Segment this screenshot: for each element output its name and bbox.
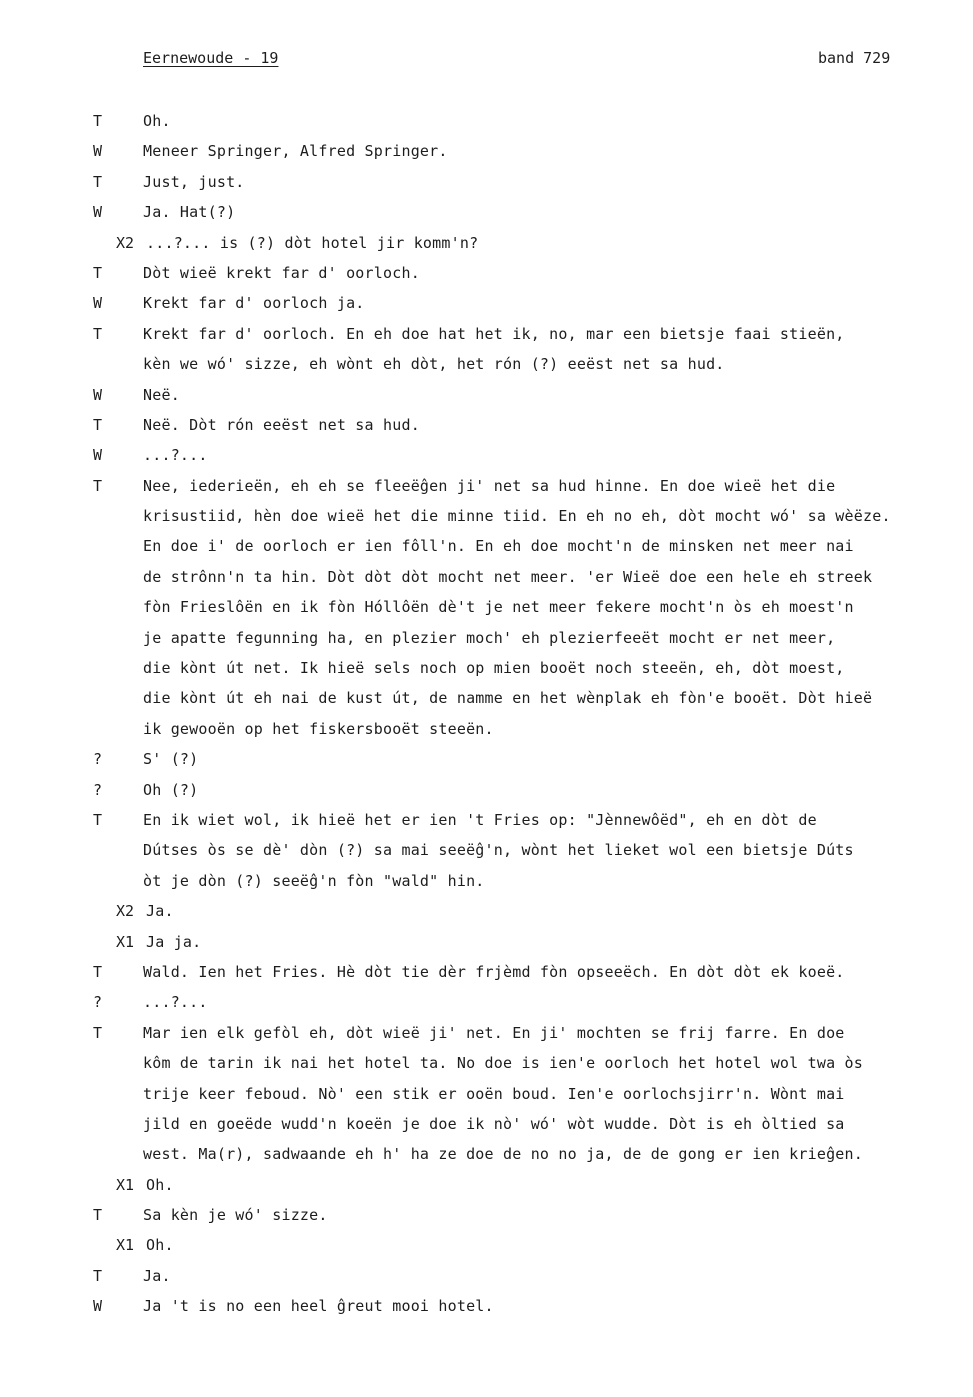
transcript-turn: [0, 440, 973, 470]
transcript-turn: [0, 136, 973, 166]
transcript-turn: [0, 410, 973, 440]
utterance: [143, 167, 963, 197]
utterance-line: je apatte fegunning ha, en plezier moch' eh plezierfeeët mocht er net meer,: [143, 628, 836, 647]
utterance-line: Sa kèn je wó' sizze.: [143, 1206, 328, 1225]
utterance-line: Krekt far d' oorloch ja.: [143, 294, 365, 313]
utterance-line: kôm de tarin ik nai het hotel ta. No doe is ien'e oorloch het hotel wol twa òs: [143, 1054, 863, 1073]
speaker-label: X1: [116, 1175, 135, 1194]
speaker-label: ?: [93, 750, 103, 769]
speaker-label: T: [93, 1023, 103, 1042]
utterance-line: Krekt far d' oorloch. En eh doe hat het ik, no, mar een bietsje faai stieën,: [143, 324, 845, 343]
utterance: [146, 1230, 966, 1260]
transcript-turn: [0, 319, 973, 380]
transcript-turn: [0, 1261, 973, 1291]
transcript-turn: [0, 471, 973, 745]
speaker-label: T: [93, 112, 103, 130]
utterance-line: ...?... is (?) dòt hotel jir komm'n?: [146, 233, 479, 252]
speaker-label: W: [93, 294, 103, 313]
header-title: Eernewoude - 19: [143, 49, 279, 67]
transcript-turn: [0, 805, 973, 896]
utterance: [143, 288, 963, 318]
utterance: [143, 1261, 963, 1291]
speaker-label: T: [93, 1266, 103, 1285]
transcript-turn: [0, 197, 973, 227]
utterance: [143, 775, 963, 805]
utterance-line: Wald. Ien het Fries. Hè dòt tie dèr frjèmd fòn opseeëch. En dòt dòt ek koeë.: [143, 962, 845, 981]
speaker-label: ?: [93, 780, 103, 799]
speaker-label: T: [93, 1206, 103, 1225]
speaker-label: T: [93, 962, 103, 981]
utterance: [143, 1200, 963, 1230]
header-band-number: band 729: [818, 49, 891, 67]
utterance: [143, 957, 963, 987]
utterance: [143, 805, 963, 896]
utterance-line: Neë. Dòt rón eeëst net sa hud.: [143, 415, 420, 434]
transcript-turn: [0, 927, 973, 957]
utterance-line: Ja. Hat(?): [143, 203, 236, 222]
utterance-line: En doe i' de oorloch er ien fôll'n. En eh doe mocht'n de minsken net meer nai: [143, 537, 854, 556]
transcript-turn: [0, 957, 973, 987]
transcript-turn: [0, 896, 973, 926]
utterance-line: die kònt út eh nai de kust út, de namme en het wènplak eh fòn'e booët. Dòt hieë: [143, 689, 873, 708]
speaker-label: T: [93, 172, 103, 191]
utterance-line: Oh (?): [143, 780, 199, 799]
utterance: [143, 380, 963, 410]
transcript-turn: [0, 228, 973, 258]
utterance: [143, 410, 963, 440]
utterance-line: Ja ja.: [146, 932, 202, 951]
utterance-line: de strônn'n ta hin. Dòt dòt dòt mocht net meer. 'er Wieë doe een hele eh streek: [143, 567, 873, 586]
transcript-turn: [0, 1291, 973, 1321]
utterance-line: Dútses òs se dè' dòn (?) sa mai seeëĝ'n, wònt het lieket wol een bietsje Dúts: [143, 841, 854, 860]
utterance: [143, 744, 963, 774]
utterance: [146, 228, 966, 258]
utterance-line: òt je dòn (?) seeëĝ'n fòn "wald" hin.: [143, 871, 485, 890]
utterance: [143, 319, 963, 380]
speaker-label: W: [93, 385, 103, 404]
utterance-line: krisustiid, hèn doe wieë het die minne tiid. En eh no eh, dòt mocht wó' sa wèëze.: [143, 507, 891, 526]
utterance-line: Ja 't is no een heel ĝreut mooi hotel.: [143, 1297, 494, 1316]
utterance-line: ik gewooën op het fiskersbooët steeën.: [143, 719, 494, 738]
utterance-line: fòn Frieslôën en ik fòn Hóllôën dè't je net meer fekere mocht'n òs eh moest'n: [143, 598, 854, 617]
transcript-turn: [0, 744, 973, 774]
utterance-line: Meneer Springer, Alfred Springer.: [143, 142, 448, 161]
speaker-label: T: [93, 324, 103, 343]
speaker-label: W: [93, 446, 103, 465]
utterance: [143, 987, 963, 1017]
utterance-line: Dòt wieë krekt far d' oorloch.: [143, 263, 420, 282]
utterance: [143, 1291, 963, 1321]
utterance: [143, 440, 963, 470]
utterance-line: trije keer feboud. Nò' een stik er ooën boud. Ien'e oorlochsjirr'n. Wònt mai: [143, 1084, 845, 1103]
utterance-line: Ja.: [146, 902, 174, 921]
speaker-label: X2: [116, 902, 135, 921]
utterance-line: ...?...: [143, 993, 208, 1012]
transcript-turn: [0, 1200, 973, 1230]
speaker-label: W: [93, 142, 103, 161]
utterance-line: Neë.: [143, 385, 180, 404]
speaker-label: W: [93, 1297, 103, 1316]
utterance: [146, 896, 966, 926]
speaker-label: T: [93, 263, 103, 282]
transcript-turn: [0, 775, 973, 805]
transcript-turn: [0, 106, 973, 136]
utterance-line: Oh.: [146, 1236, 174, 1255]
transcript-turn: [0, 1230, 973, 1260]
utterance-line: Just, just.: [143, 172, 245, 191]
transcript-turn: [0, 1018, 973, 1170]
speaker-label: X2: [116, 233, 135, 252]
transcript-turn: [0, 167, 973, 197]
utterance-line: jild en goeëde wudd'n koeën je doe ik nò' wó' wòt wudde. Dòt is eh òltied sa: [143, 1114, 845, 1133]
utterance-line: ...?...: [143, 446, 208, 465]
utterance-line: Oh.: [146, 1175, 174, 1194]
utterance-line: En ik wiet wol, ik hieë het er ien 't Fries op: "Jènnewôëd", eh en dòt de: [143, 810, 817, 829]
transcript-turn: [0, 1170, 973, 1200]
speaker-label: W: [93, 203, 103, 222]
utterance: [146, 1170, 966, 1200]
utterance: [143, 471, 963, 745]
speaker-label: ?: [93, 993, 103, 1012]
transcript-turn: [0, 258, 973, 288]
utterance: [143, 258, 963, 288]
utterance-line: Nee, iederieën, eh eh se fleeëĝen ji' net sa hud hinne. En doe wieë het die: [143, 476, 836, 495]
speaker-label: T: [93, 810, 103, 829]
utterance-line: Mar ien elk gefòl eh, dòt wieë ji' net. En ji' mochten se frij farre. En doe: [143, 1023, 845, 1042]
utterance: [146, 927, 966, 957]
speaker-label: T: [93, 476, 103, 495]
speaker-label: X1: [116, 932, 135, 951]
transcript-turn: [0, 288, 973, 318]
utterance-line: Ja.: [143, 1266, 171, 1285]
utterance-line: west. Ma(r), sadwaande eh h' ha ze doe de no no ja, de de gong er ien krieĝen.: [143, 1145, 863, 1164]
utterance: [143, 106, 963, 136]
utterance: [143, 136, 963, 166]
speaker-label: X1: [116, 1236, 135, 1255]
transcript: [0, 106, 973, 1322]
utterance: [143, 1018, 963, 1170]
utterance-line: S' (?): [143, 750, 199, 769]
transcript-turn: [0, 380, 973, 410]
utterance-line: Oh.: [143, 112, 171, 130]
utterance-line: die kònt út net. Ik hieë sels noch op mien booët noch steeën, eh, dòt moest,: [143, 659, 845, 678]
speaker-label: T: [93, 415, 103, 434]
utterance-line: kèn we wó' sizze, eh wònt eh dòt, het rón (?) eeëst net sa hud.: [143, 355, 725, 374]
utterance: [143, 197, 963, 227]
transcript-turn: [0, 987, 973, 1017]
